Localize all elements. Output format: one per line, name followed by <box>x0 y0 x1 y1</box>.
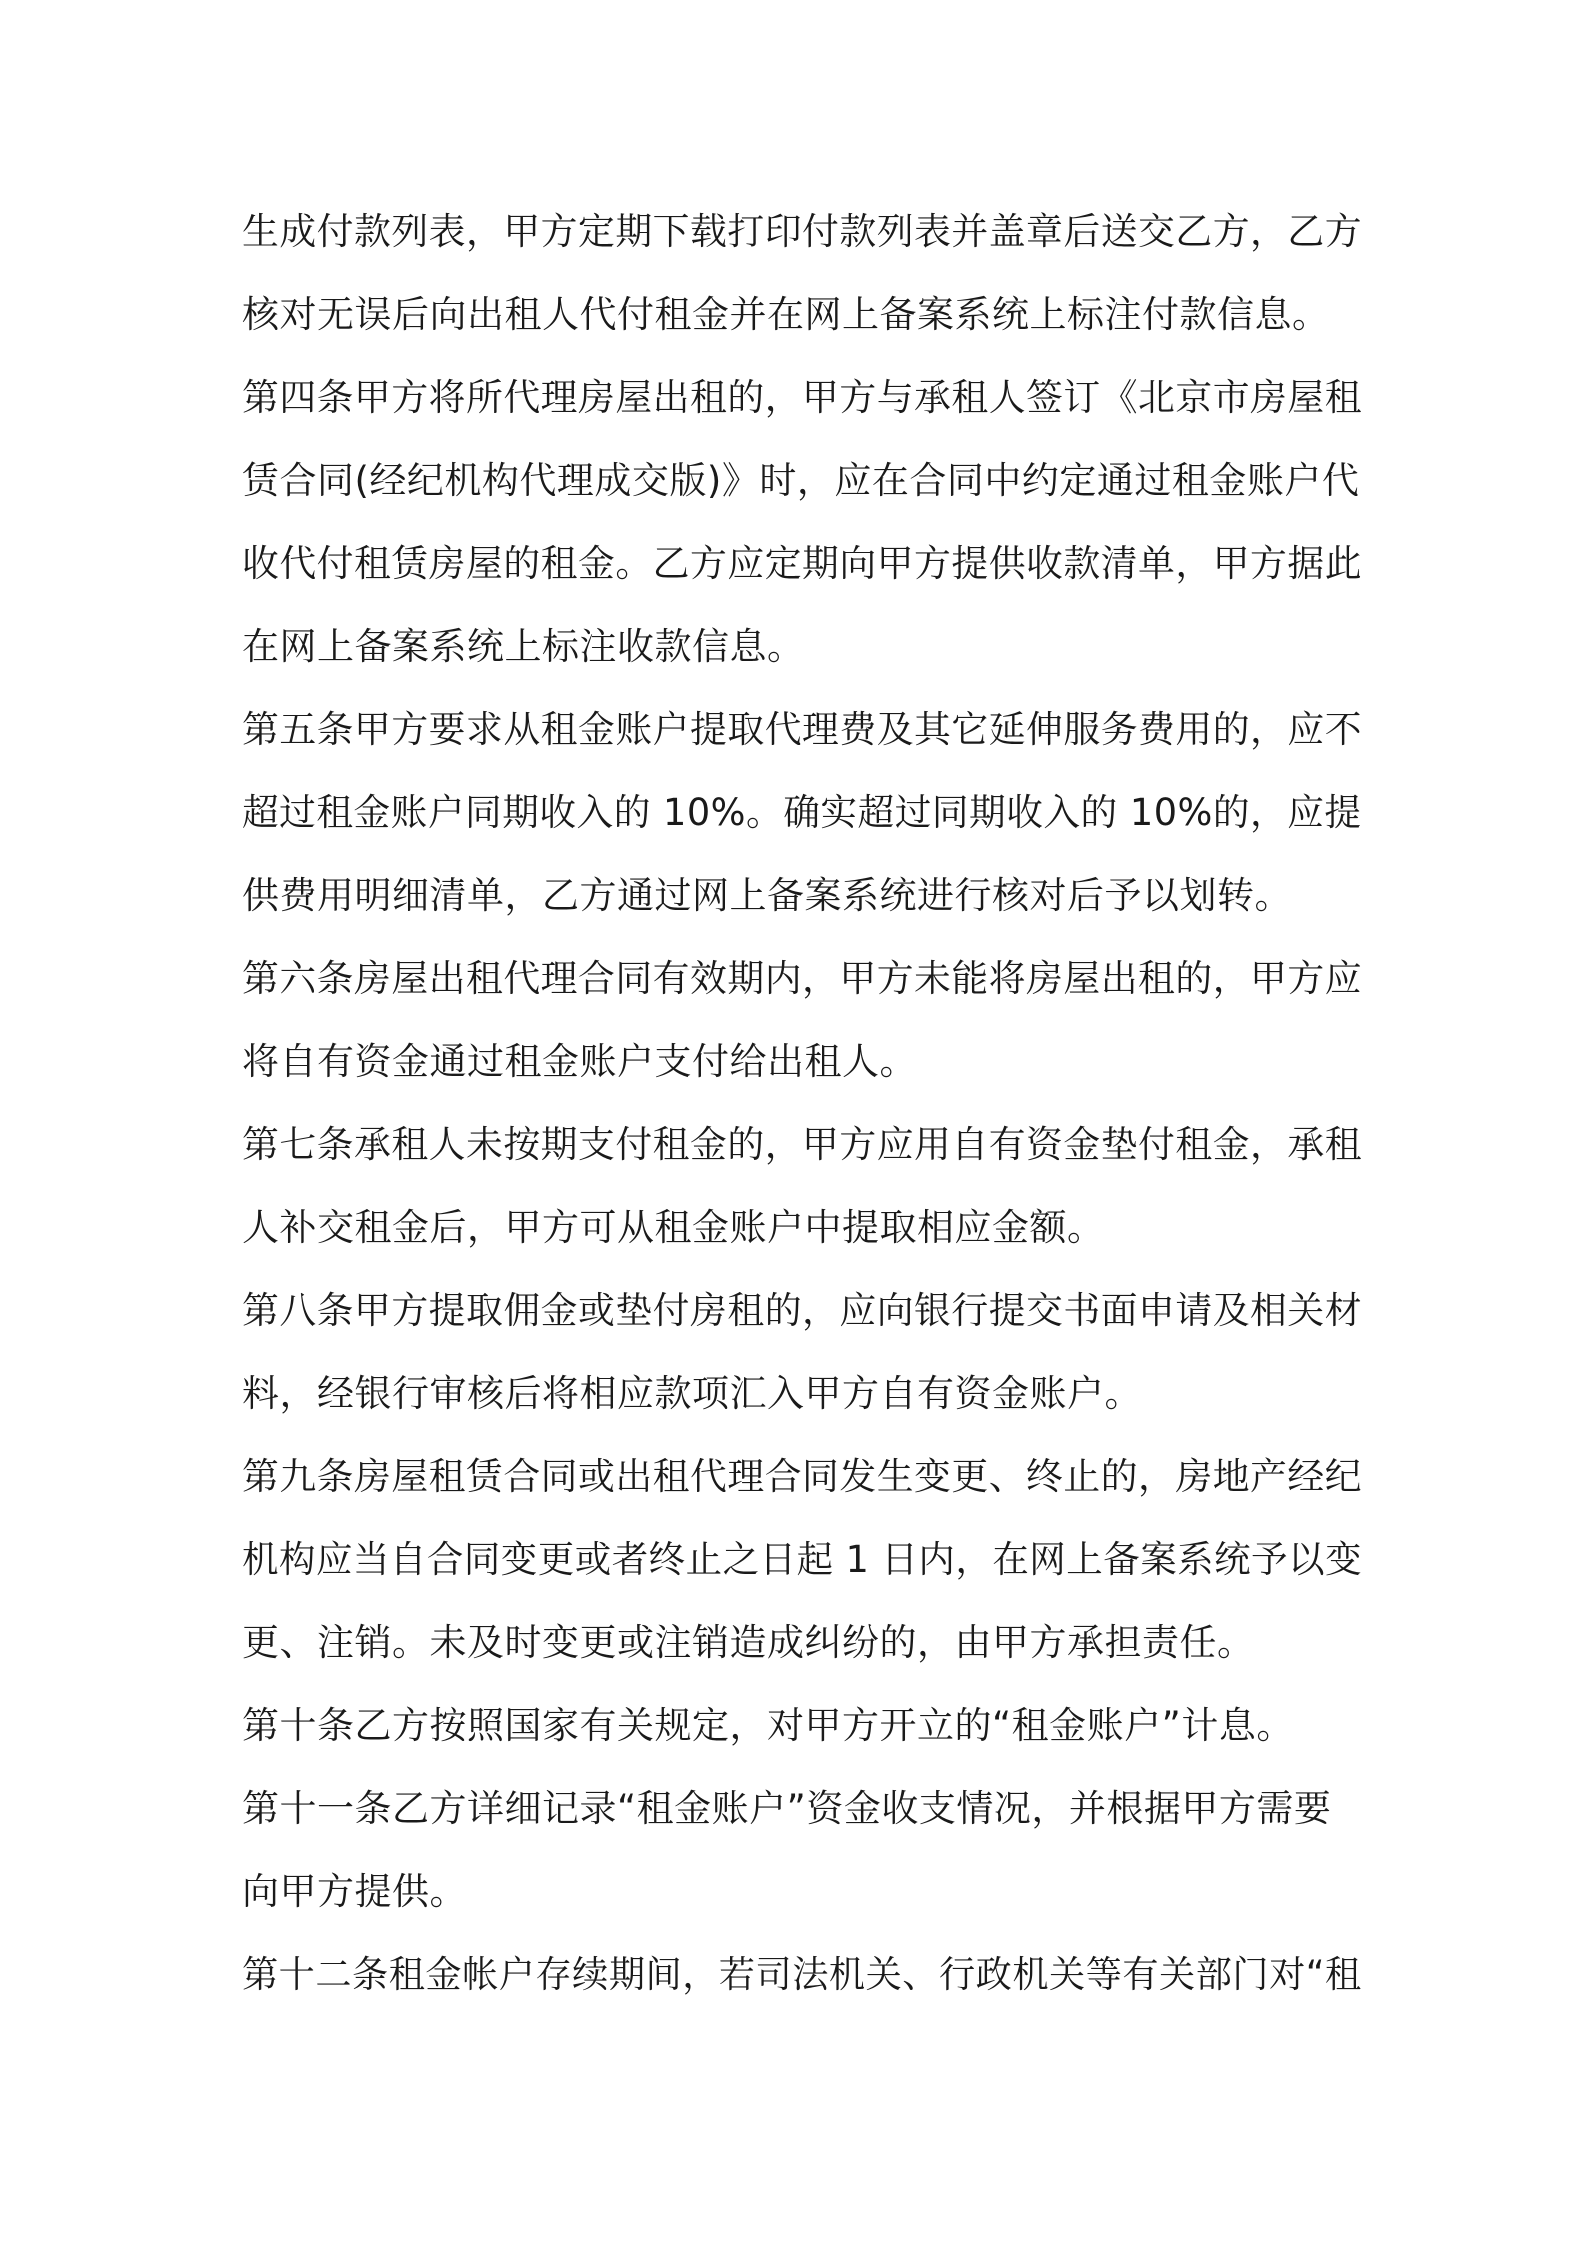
text-line: 人补交租金后，甲方可从租金账户中提取相应金额。 <box>242 1206 1105 1249</box>
article-8-line: 第八条甲方提取佣金或垫付房租的，应向银行提交书面申请及相关材 <box>242 1289 1363 1332</box>
text-line: 供费用明细清单，乙方通过网上备案系统进行核对后予以划转。 <box>242 874 1292 917</box>
article-12-line: 第十二条租金帐户存续期间，若司法机关、行政机关等有关部门对“租 <box>242 1953 1362 1996</box>
text-line: 收代付租赁房屋的租金。乙方应定期向甲方提供收款清单，甲方据此 <box>242 542 1363 585</box>
text-line: 在网上备案系统上标注收款信息。 <box>242 625 805 668</box>
article-5-line: 第五条甲方要求从租金账户提取代理费及其它延伸服务费用的，应不 <box>242 708 1363 751</box>
text-line: 赁合同(经纪机构代理成交版)》时，应在合同中约定通过租金账户代 <box>242 459 1360 502</box>
text-line: 将自有资金通过租金账户支付给出租人。 <box>242 1040 917 1083</box>
text-line: 机构应当自合同变更或者终止之日起 1 日内，在网上备案系统予以变 <box>242 1538 1363 1581</box>
text-line: 料，经银行审核后将相应款项汇入甲方自有资金账户。 <box>242 1372 1142 1415</box>
text-line: 生成付款列表，甲方定期下载打印付款列表并盖章后送交乙方，乙方 <box>242 210 1363 253</box>
article-6-line: 第六条房屋出租代理合同有效期内，甲方未能将房屋出租的，甲方应 <box>242 957 1363 1000</box>
article-4-line: 第四条甲方将所代理房屋出租的，甲方与承租人签订《北京市房屋租 <box>242 376 1363 419</box>
text-line: 核对无误后向出租人代付租金并在网上备案系统上标注付款信息。 <box>242 293 1330 336</box>
text-line: 更、注销。未及时变更或注销造成纠纷的，由甲方承担责任。 <box>242 1621 1255 1664</box>
text-line: 超过租金账户同期收入的 10%。确实超过同期收入的 10%的，应提 <box>242 791 1362 834</box>
article-10-line: 第十条乙方按照国家有关规定，对甲方开立的“租金账户”计息。 <box>242 1704 1294 1747</box>
text-line: 向甲方提供。 <box>242 1870 467 1913</box>
article-9-line: 第九条房屋租赁合同或出租代理合同发生变更、终止的，房地产经纪 <box>242 1455 1363 1498</box>
contract-text <box>242 190 1362 2016</box>
article-11-line: 第十一条乙方详细记录“租金账户”资金收支情况，并根据甲方需要 <box>242 1787 1332 1830</box>
article-7-line: 第七条承租人未按期支付租金的，甲方应用自有资金垫付租金，承租 <box>242 1123 1363 1166</box>
